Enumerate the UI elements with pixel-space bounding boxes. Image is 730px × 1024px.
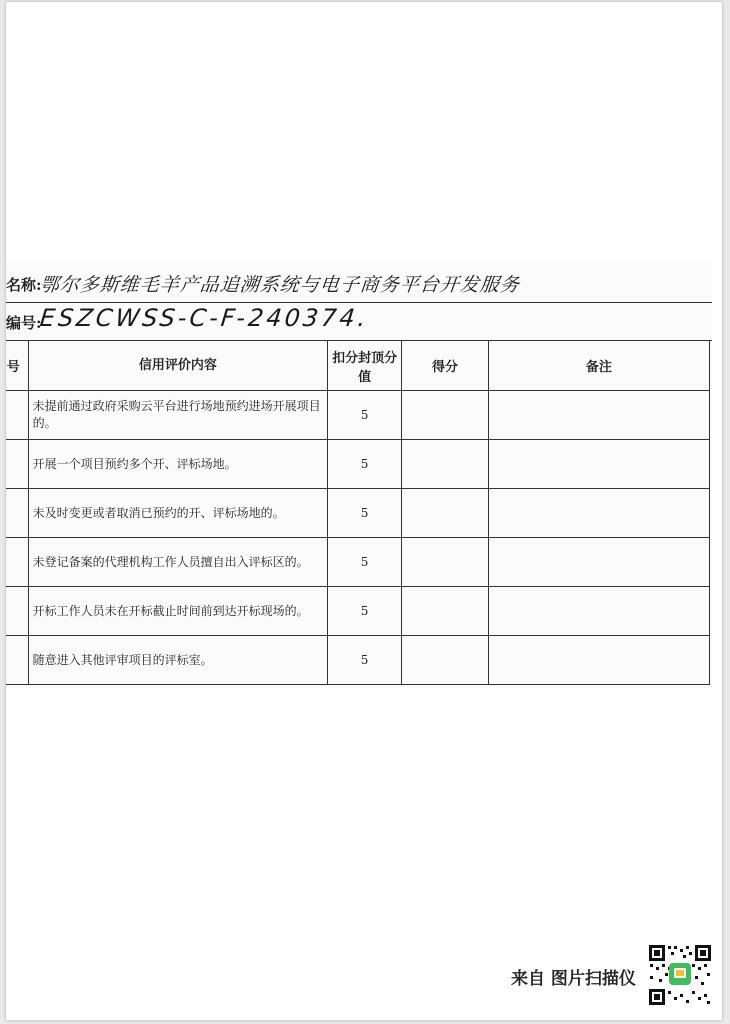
- row-content: 随意进入其他评审项目的评标室。: [28, 636, 327, 685]
- table-row: [6, 636, 710, 685]
- row-score: [402, 391, 489, 440]
- row-max-deduction: 5: [328, 391, 402, 440]
- col-header-max-deduction: 扣分封顶分值: [328, 341, 402, 391]
- table-header-row: [6, 341, 710, 391]
- row-score: [402, 489, 489, 538]
- row-score: [402, 538, 489, 587]
- row-remarks: [488, 489, 709, 538]
- project-code-label: 编号:: [6, 314, 42, 332]
- col-header-score: 得分: [402, 341, 489, 391]
- col-header-content: 信用评价内容: [28, 341, 327, 391]
- row-remarks: [488, 636, 709, 685]
- row-content: 未提前通过政府采购云平台进行场地预约进场开展项目的。: [28, 391, 327, 440]
- row-number: [6, 440, 28, 489]
- table-row: [6, 587, 710, 636]
- row-content: 开标工作人员未在开标截止时间前到达开标现场的。: [28, 587, 327, 636]
- row-max-deduction: 5: [328, 587, 402, 636]
- row-number: [6, 636, 28, 685]
- scanned-form: [6, 260, 712, 688]
- row-remarks: [488, 587, 709, 636]
- col-header-remarks: 备注: [488, 341, 709, 391]
- row-score: [402, 440, 489, 489]
- row-max-deduction: 5: [328, 636, 402, 685]
- qr-code-icon: [647, 943, 713, 1007]
- row-max-deduction: 5: [328, 538, 402, 587]
- project-code-row: [6, 302, 712, 341]
- row-content: 开展一个项目预约多个开、评标场地。: [28, 440, 327, 489]
- row-number: [6, 391, 28, 440]
- row-number: [6, 587, 28, 636]
- col-header-number: 号: [6, 341, 28, 391]
- project-name-handwritten: 鄂尔多斯维毛羊产品追溯系统与电子商务平台开发服务: [38, 274, 522, 296]
- row-max-deduction: 5: [328, 489, 402, 538]
- row-number: [6, 538, 28, 587]
- row-remarks: [488, 440, 709, 489]
- row-number: [6, 489, 28, 538]
- table-row: [6, 391, 710, 440]
- row-remarks: [488, 538, 709, 587]
- document-page: [6, 2, 722, 1020]
- project-name-label: 名称:: [6, 276, 42, 294]
- table-row: [6, 489, 710, 538]
- row-remarks: [488, 391, 709, 440]
- project-code-handwritten: ESZCWSS-C-F-240374.: [38, 304, 370, 332]
- row-content: 未及时变更或者取消已预约的开、评标场地的。: [28, 489, 327, 538]
- credit-evaluation-table: [6, 340, 710, 685]
- project-name-row: [6, 264, 712, 303]
- row-content: 未登记备案的代理机构工作人员擅自出入评标区的。: [28, 538, 327, 587]
- table-row: [6, 538, 710, 587]
- scanner-watermark-text: 来自 图片扫描仪: [511, 969, 636, 989]
- table-row: [6, 440, 710, 489]
- row-max-deduction: 5: [328, 440, 402, 489]
- row-score: [402, 587, 489, 636]
- row-score: [402, 636, 489, 685]
